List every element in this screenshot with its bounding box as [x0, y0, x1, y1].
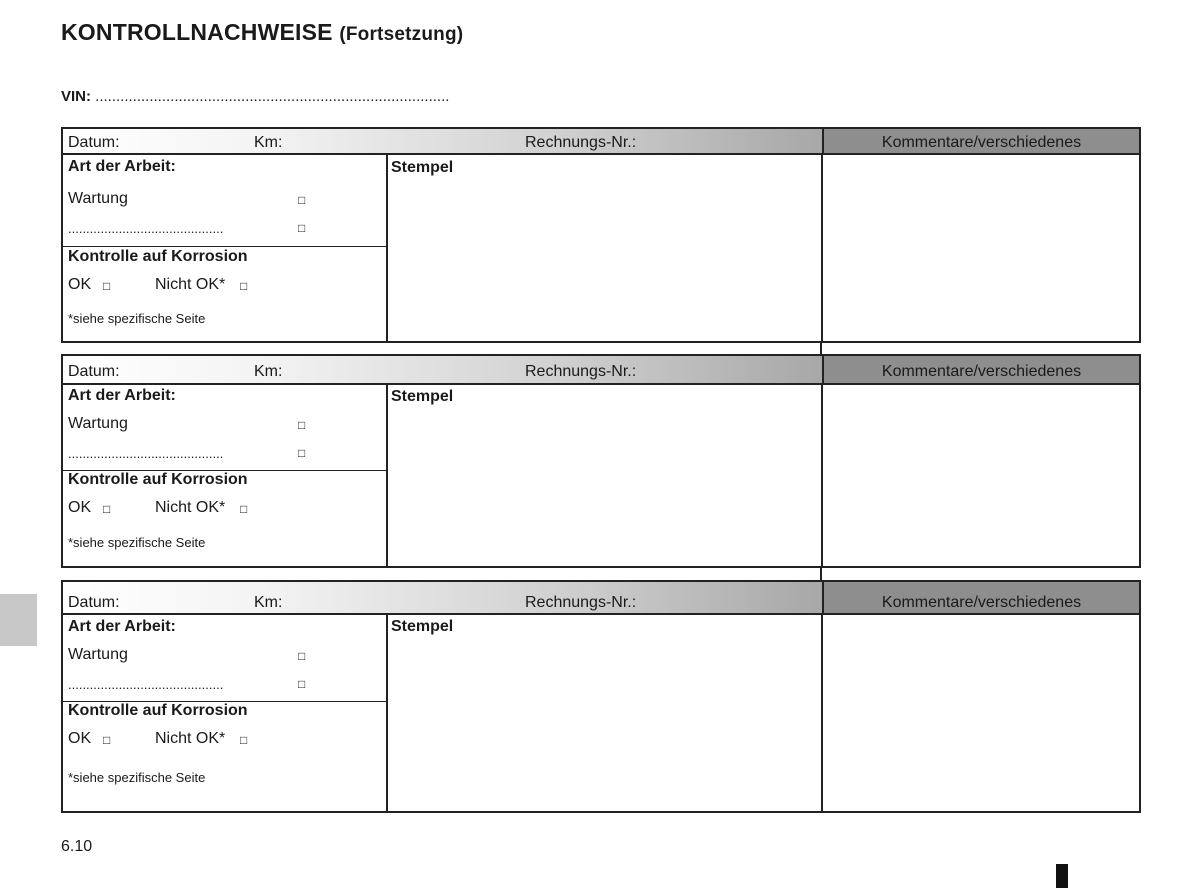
- wartung-checkbox[interactable]: □: [298, 418, 306, 432]
- work-section: [63, 155, 386, 247]
- ok-label: OK: [68, 730, 92, 747]
- corrosion-section: [63, 699, 386, 811]
- work-section: [63, 385, 386, 471]
- work-column: [63, 155, 388, 341]
- wartung-checkbox[interactable]: □: [298, 193, 306, 207]
- rechnung-label: Rechnungs-Nr.:: [525, 594, 637, 611]
- stempel-label: Stempel: [391, 388, 454, 405]
- record-body: [61, 383, 1141, 568]
- art-der-arbeit-label: Art der Arbeit:: [68, 618, 176, 635]
- stempel-label: Stempel: [391, 159, 454, 176]
- wartung-label: Wartung: [68, 190, 128, 207]
- stempel-label: Stempel: [391, 618, 454, 635]
- stamp-area: [386, 615, 823, 811]
- nicht-ok-label: Nicht OK*: [155, 276, 226, 293]
- vin-label: VIN:: [61, 88, 91, 105]
- work-section: [63, 615, 386, 702]
- korrosion-label: Kontrolle auf Korrosion: [68, 248, 248, 265]
- work-column: [63, 615, 388, 811]
- ok-checkbox[interactable]: □: [103, 502, 111, 516]
- kommentare-label: Kommentare/verschiedenes: [881, 594, 1082, 611]
- nicht-ok-label: Nicht OK*: [155, 730, 226, 747]
- wartung-label: Wartung: [68, 415, 128, 432]
- korrosion-label: Kontrolle auf Korrosion: [68, 702, 248, 719]
- kommentare-label: Kommentare/verschiedenes: [881, 363, 1082, 380]
- vin-field[interactable]: .....................................................................................: [95, 88, 450, 105]
- rechnung-label: Rechnungs-Nr.:: [525, 134, 637, 151]
- other-work-checkbox[interactable]: □: [298, 446, 306, 460]
- ok-checkbox[interactable]: □: [103, 279, 111, 293]
- wartung-label: Wartung: [68, 646, 128, 663]
- km-label: Km:: [254, 363, 283, 380]
- wartung-checkbox[interactable]: □: [298, 649, 306, 663]
- page-number: 6.10: [61, 838, 93, 855]
- record-header: [61, 127, 1141, 153]
- ok-label: OK: [68, 276, 92, 293]
- other-work-checkbox[interactable]: □: [298, 221, 306, 235]
- corrosion-section: [63, 468, 386, 566]
- column-divider: [820, 567, 822, 580]
- footnote: *siehe spezifische Seite: [68, 535, 206, 550]
- km-label: Km:: [254, 134, 283, 151]
- nicht-ok-checkbox[interactable]: □: [240, 502, 248, 516]
- vin-line: [61, 88, 449, 105]
- nicht-ok-checkbox[interactable]: □: [240, 733, 248, 747]
- record-header: [61, 354, 1141, 383]
- footnote: *siehe spezifische Seite: [68, 311, 206, 326]
- datum-label: Datum:: [68, 594, 120, 611]
- kommentare-header: [822, 582, 1139, 613]
- record-body: [61, 613, 1141, 813]
- kommentare-header: [822, 356, 1139, 383]
- stamp-area: [386, 385, 823, 566]
- korrosion-label: Kontrolle auf Korrosion: [68, 471, 248, 488]
- km-label: Km:: [254, 594, 283, 611]
- footnote: *siehe spezifische Seite: [68, 770, 206, 785]
- nicht-ok-label: Nicht OK*: [155, 499, 226, 516]
- page-edge-mark: [1056, 864, 1068, 888]
- service-record-1: [61, 127, 1141, 343]
- ok-label: OK: [68, 499, 92, 516]
- kommentare-header: [822, 129, 1139, 153]
- other-work-field[interactable]: ...........................................: [68, 677, 224, 692]
- datum-label: Datum:: [68, 363, 120, 380]
- service-record-3: [61, 580, 1141, 813]
- work-column: [63, 385, 388, 566]
- stamp-area: [386, 155, 823, 341]
- column-divider: [820, 342, 822, 354]
- page-title: KONTROLLNACHWEISE (Fortsetzung): [61, 19, 464, 45]
- chapter-tab: [0, 594, 37, 646]
- other-work-field[interactable]: ...........................................: [68, 221, 224, 236]
- ok-checkbox[interactable]: □: [103, 733, 111, 747]
- record-body: [61, 153, 1141, 343]
- rechnung-label: Rechnungs-Nr.:: [525, 363, 637, 380]
- other-work-checkbox[interactable]: □: [298, 677, 306, 691]
- datum-label: Datum:: [68, 134, 120, 151]
- art-der-arbeit-label: Art der Arbeit:: [68, 158, 176, 175]
- art-der-arbeit-label: Art der Arbeit:: [68, 387, 176, 404]
- other-work-field[interactable]: ...........................................: [68, 446, 224, 461]
- kommentare-label: Kommentare/verschiedenes: [881, 134, 1082, 151]
- corrosion-section: [63, 244, 386, 341]
- nicht-ok-checkbox[interactable]: □: [240, 279, 248, 293]
- record-header: [61, 580, 1141, 613]
- service-record-2: [61, 354, 1141, 568]
- page-title-suffix: (Fortsetzung): [339, 24, 464, 45]
